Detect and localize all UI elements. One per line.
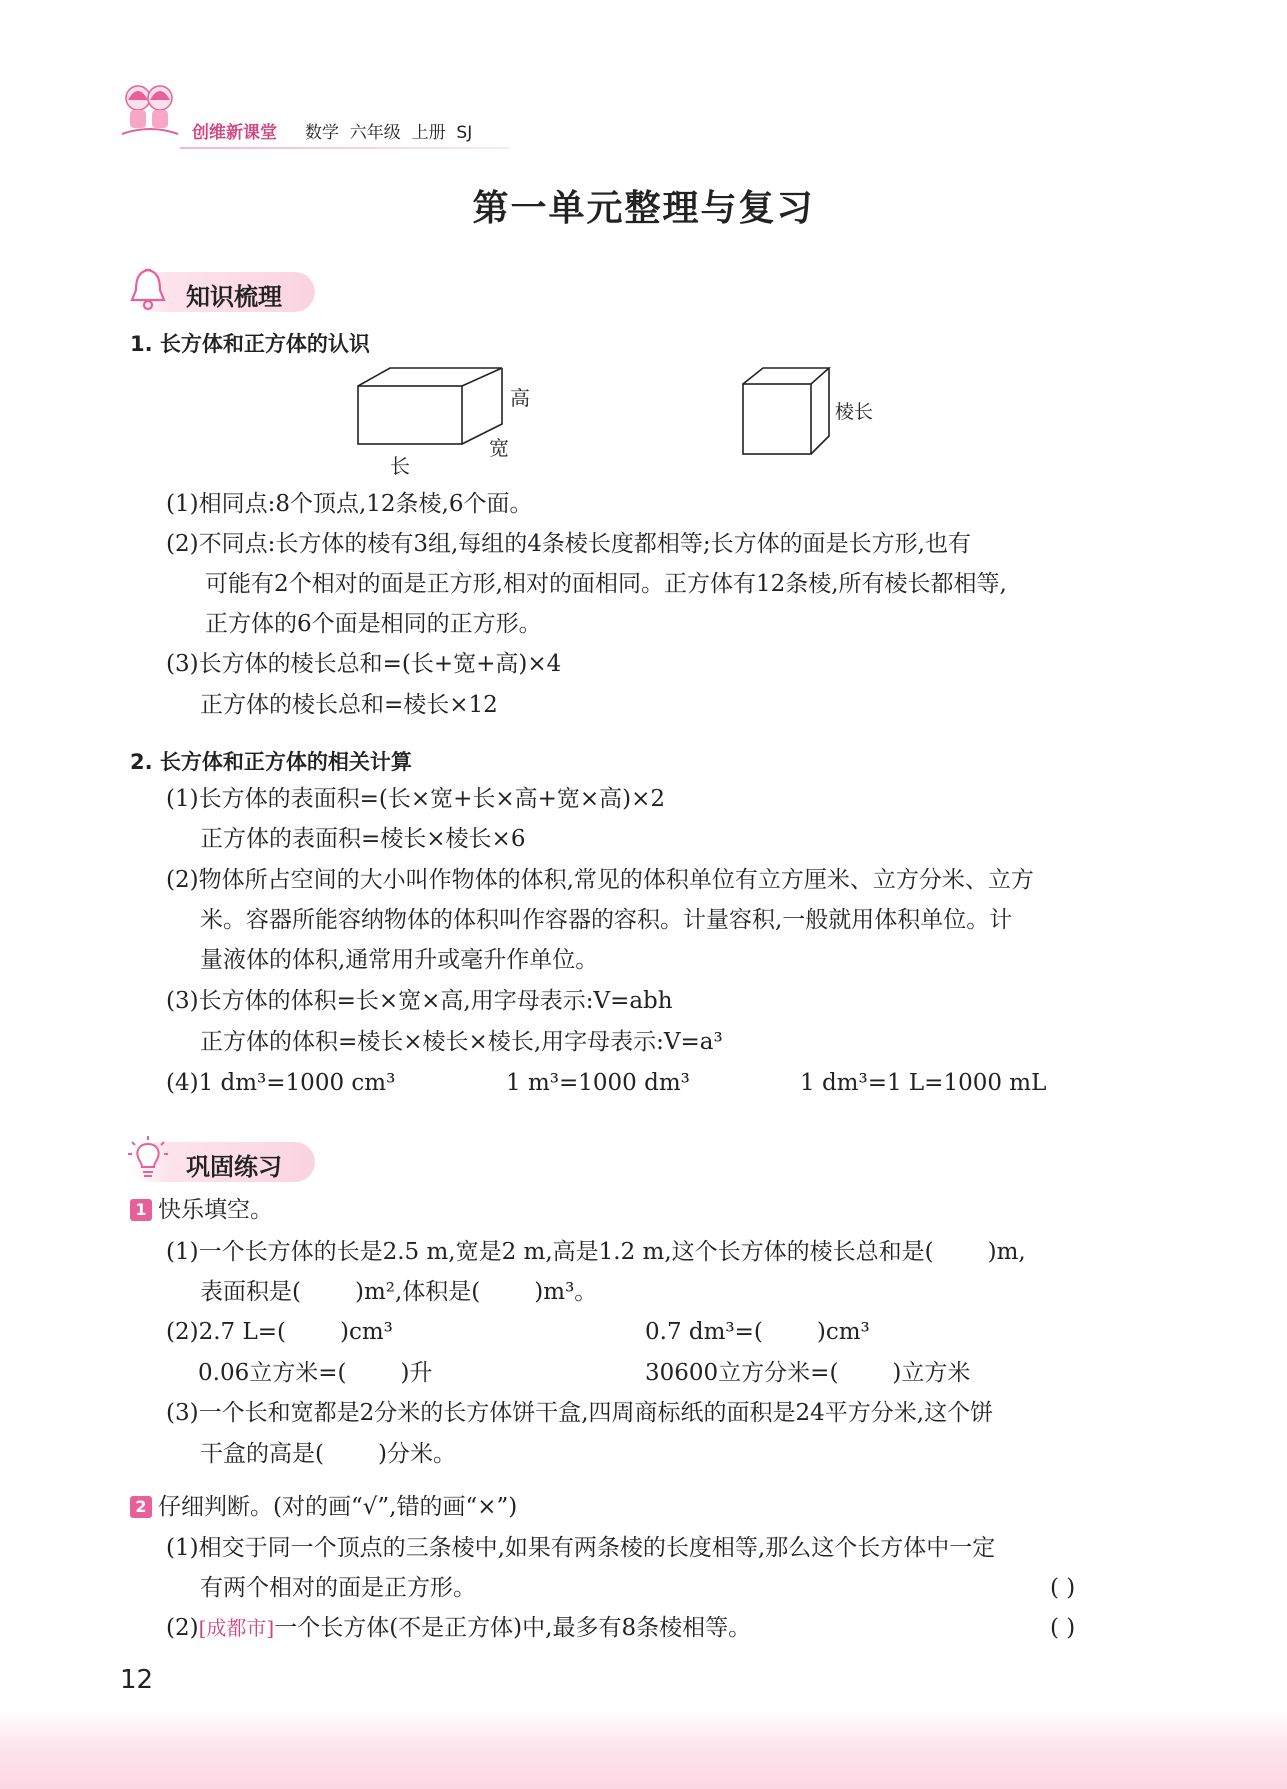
cuboid-length-label: 长: [390, 454, 410, 478]
exercise-1-title: 快乐填空。: [158, 1197, 273, 1223]
question-text: )cm³: [340, 1319, 393, 1345]
header-mascot-logo: [120, 80, 180, 140]
unit-conversion-1: (4)1 dm³=1000 cm³: [166, 1070, 396, 1096]
question-text: (2)2.7 L=(: [166, 1319, 286, 1345]
question-text: 30600立方分米=(: [645, 1360, 839, 1386]
question-text: )m³。: [534, 1279, 598, 1305]
question-text: )m²,体积是(: [354, 1279, 481, 1305]
subtitle-recognition: 1. 长方体和正方体的认识: [130, 332, 370, 356]
exercise-line: [200, 1439, 456, 1469]
knowledge-line: (2)物体所占空间的大小叫作物体的体积,常见的体积单位有立方厘米、立方分米、立方: [166, 867, 1034, 893]
judge-blank[interactable]: ( ): [1050, 1575, 1076, 1601]
question-text: )立方米: [892, 1360, 971, 1386]
exercise-line: 有两个相对的面是正方形。: [200, 1575, 476, 1601]
exercise-line: [166, 1613, 751, 1643]
page-number: 12: [120, 1665, 154, 1695]
knowledge-line: (2)不同点:长方体的棱有3组,每组的4条棱长度都相等;长方体的面是长方形,也有: [166, 531, 971, 557]
knowledge-line: 米。容器所能容纳物体的体积叫作容器的容积。计量容积,一般就用体积单位。计: [200, 907, 1013, 933]
knowledge-line: 正方体的体积=棱长×棱长×棱长,用字母表示:V=a³: [200, 1029, 723, 1055]
exercise-2-title: 仔细判断。(对的画“√”,错的画“×”): [158, 1494, 518, 1520]
exercise-line: [166, 1317, 393, 1347]
exercise-line: (1)相交于同一个顶点的三条棱中,如果有两条棱的长度相等,那么这个长方体中一定: [166, 1535, 996, 1561]
exercise-2-heading: [130, 1492, 517, 1522]
knowledge-line: 正方体的表面积=棱长×棱长×6: [200, 826, 526, 852]
exercise-1-heading: [130, 1195, 273, 1225]
question-text: 表面积是(: [200, 1279, 301, 1305]
question-text: (2): [166, 1615, 199, 1641]
exercise-line: [200, 1277, 597, 1307]
cube-edge-label: 棱长: [835, 401, 874, 423]
knowledge-line: 正方体的6个面是相同的正方形。: [205, 611, 542, 637]
exercise-line: [645, 1358, 970, 1388]
unit-conversion-2: 1 m³=1000 dm³: [506, 1070, 690, 1096]
knowledge-line: 可能有2个相对的面是正方形,相对的面相同。正方体有12条棱,所有棱长都相等,: [205, 571, 1007, 597]
knowledge-line: (1)相同点:8个顶点,12条棱,6个面。: [166, 491, 533, 517]
section-knowledge-title: 知识梳理: [186, 283, 282, 311]
judge-blank[interactable]: ( ): [1050, 1615, 1076, 1641]
lightbulb-icon: [126, 1134, 170, 1182]
exercise-line: [198, 1358, 432, 1388]
footer-band: [0, 1712, 1287, 1789]
question-text: 一个长方体(不是正方体)中,最多有8条棱相等。: [274, 1615, 752, 1641]
question-text: 0.7 dm³=(: [645, 1319, 763, 1345]
knowledge-line: 量液体的体积,通常用升或毫升作单位。: [200, 947, 599, 973]
subtitle-calculation: 2. 长方体和正方体的相关计算: [130, 750, 412, 774]
knowledge-line: (1)长方体的表面积=(长×宽+长×高+宽×高)×2: [166, 786, 666, 812]
header-book-info: 数学 六年级 上册 SJ: [305, 123, 473, 143]
bell-icon: [128, 266, 168, 312]
exercise-line: (3)一个长和宽都是2分米的长方体饼干盒,四周商标纸的面积是24平方分米,这个饼: [166, 1400, 994, 1426]
page-title: 第一单元整理与复习: [472, 188, 815, 229]
source-tag: [成都市]: [198, 1616, 275, 1640]
unit-conversion-3: 1 dm³=1 L=1000 mL: [800, 1070, 1047, 1096]
question-text: 0.06立方米=(: [198, 1360, 347, 1386]
exercise-line: [645, 1317, 870, 1347]
question-text: )cm³: [816, 1319, 870, 1345]
header-brand: 创维新课堂: [192, 123, 277, 143]
knowledge-line: (3)长方体的体积=长×宽×高,用字母表示:V=abh: [166, 988, 673, 1014]
exercise-number: 2: [130, 1496, 152, 1518]
question-text: (1)一个长方体的长是2.5 m,宽是2 m,高是1.2 m,这个长方体的棱长总和是(: [166, 1239, 934, 1265]
header-underline: [180, 147, 510, 149]
knowledge-line: 正方体的棱长总和=棱长×12: [200, 692, 498, 718]
question-text: )升: [400, 1360, 433, 1386]
cube-figure: [735, 362, 835, 462]
question-text: )分米。: [377, 1441, 456, 1467]
exercise-number: 1: [130, 1199, 152, 1221]
question-text: 干盒的高是(: [200, 1441, 324, 1467]
cuboid-width-label: 宽: [489, 436, 509, 460]
exercise-line: [166, 1237, 1026, 1267]
section-practice-title: 巩固练习: [186, 1153, 282, 1181]
cuboid-height-label: 高: [510, 386, 530, 410]
knowledge-line: (3)长方体的棱长总和=(长+宽+高)×4: [166, 651, 562, 677]
question-text: )m,: [987, 1239, 1026, 1265]
